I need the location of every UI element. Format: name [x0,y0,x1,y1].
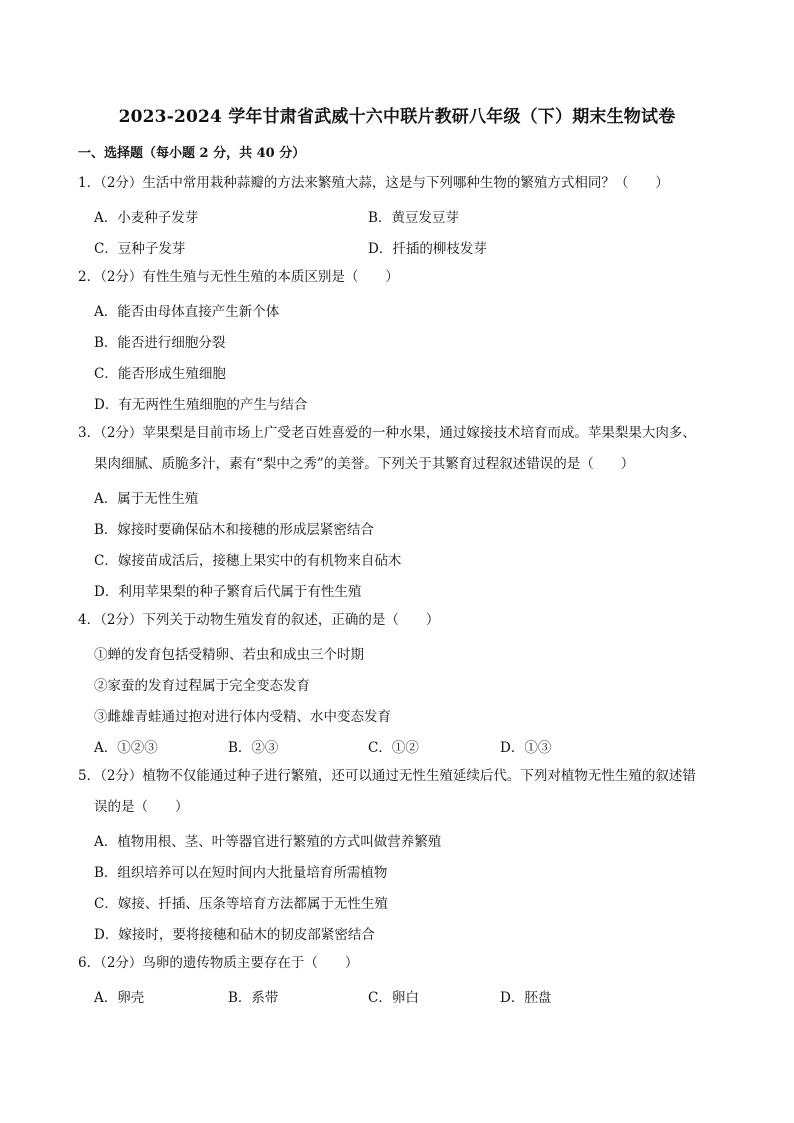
option-a[interactable]: A．①②③ [94,740,158,756]
option-a[interactable]: A．能否由母体直接产生新个体 [94,304,280,320]
option-d[interactable]: D．胚盘 [500,990,552,1006]
question-2 [78,262,728,293]
option-a[interactable]: A．小麦种子发芽 [94,210,199,226]
question-stem-continued: 果肉细腻、质脆多汁，素有“梨中之秀”的美誉。下列关于其繁育过程叙述错误的是（ ） [94,456,635,472]
statement-3: ③雌雄青蛙通过抱对进行体内受精、水中变态发育 [94,709,391,725]
option-d[interactable]: D．嫁接时，要将接穗和砧木的韧皮部紧密结合 [94,927,375,943]
option-a[interactable]: A．卵壳 [94,990,145,1006]
question-stem: 4．（2分）下列关于动物生殖发育的叙述，正确的是（ ） [78,612,440,628]
option-d[interactable]: D．有无两性生殖细胞的产生与结合 [94,397,308,413]
option-c[interactable]: C．能否形成生殖细胞 [94,366,226,382]
option-c[interactable]: C．①② [368,740,419,756]
section-heading: 一、选择题（每小题 2 分，共 40 分） [78,146,306,161]
option-b[interactable]: B．②③ [228,740,279,756]
statement-2: ②家蚕的发育过程属于完全变态发育 [94,678,310,694]
option-d[interactable]: D．利用苹果梨的种子繁育后代属于有性生殖 [94,584,362,600]
question-4 [78,605,728,636]
statement-1: ①蝉的发育包括受精卵、若虫和成虫三个时期 [94,647,364,663]
question-1 [78,168,728,199]
option-b[interactable]: B．组织培养可以在短时间内大批量培育所需植物 [94,865,388,881]
question-stem: 5．（2分）植物不仅能通过种子进行繁殖，还可以通过无性生殖延续后代。下列对植物无性生殖的叙述错 [78,768,696,784]
option-c[interactable]: C．嫁接苗成活后，接穗上果实中的有机物来自砧木 [94,553,402,569]
option-c[interactable]: C．豆种子发芽 [94,241,186,257]
question-6 [78,948,728,979]
question-stem: 1．（2分）生活中常用栽种蒜瓣的方法来繁殖大蒜，这是与下列哪种生物的繁殖方式相同？（ ） [78,175,669,191]
option-b[interactable]: B．系带 [228,990,279,1006]
question-5 [78,761,728,823]
question-3 [78,418,728,480]
question-stem: 3．（2分）苹果梨是目前市场上广受老百姓喜爱的一种水果，通过嫁接技术培育而成。苹果梨果大肉多、 [78,425,696,441]
option-b[interactable]: B．嫁接时要确保砧木和接穗的形成层紧密结合 [94,522,374,538]
question-stem: 6．（2分）鸟卵的遗传物质主要存在于（ ） [78,955,359,971]
option-a[interactable]: A．植物用根、茎、叶等器官进行繁殖的方式叫做营养繁殖 [94,834,442,850]
question-stem-continued: 误的是（ ） [94,799,189,815]
question-stem: 2．（2分）有性生殖与无性生殖的本质区别是（ ） [78,269,399,285]
option-b[interactable]: B．能否进行细胞分裂 [94,335,226,351]
option-d[interactable]: D．①③ [500,740,552,756]
option-c[interactable]: C．卵白 [368,990,419,1006]
option-d[interactable]: D．扦插的柳枝发芽 [368,241,487,257]
exam-title: 2023-2024 学年甘肃省武威十六中联片教研八年级（下）期末生物试卷 [118,107,676,127]
option-b[interactable]: B．黄豆发豆芽 [368,210,459,226]
option-a[interactable]: A．属于无性生殖 [94,491,199,507]
option-c[interactable]: C．嫁接、扦插、压条等培育方法都属于无性生殖 [94,896,388,912]
